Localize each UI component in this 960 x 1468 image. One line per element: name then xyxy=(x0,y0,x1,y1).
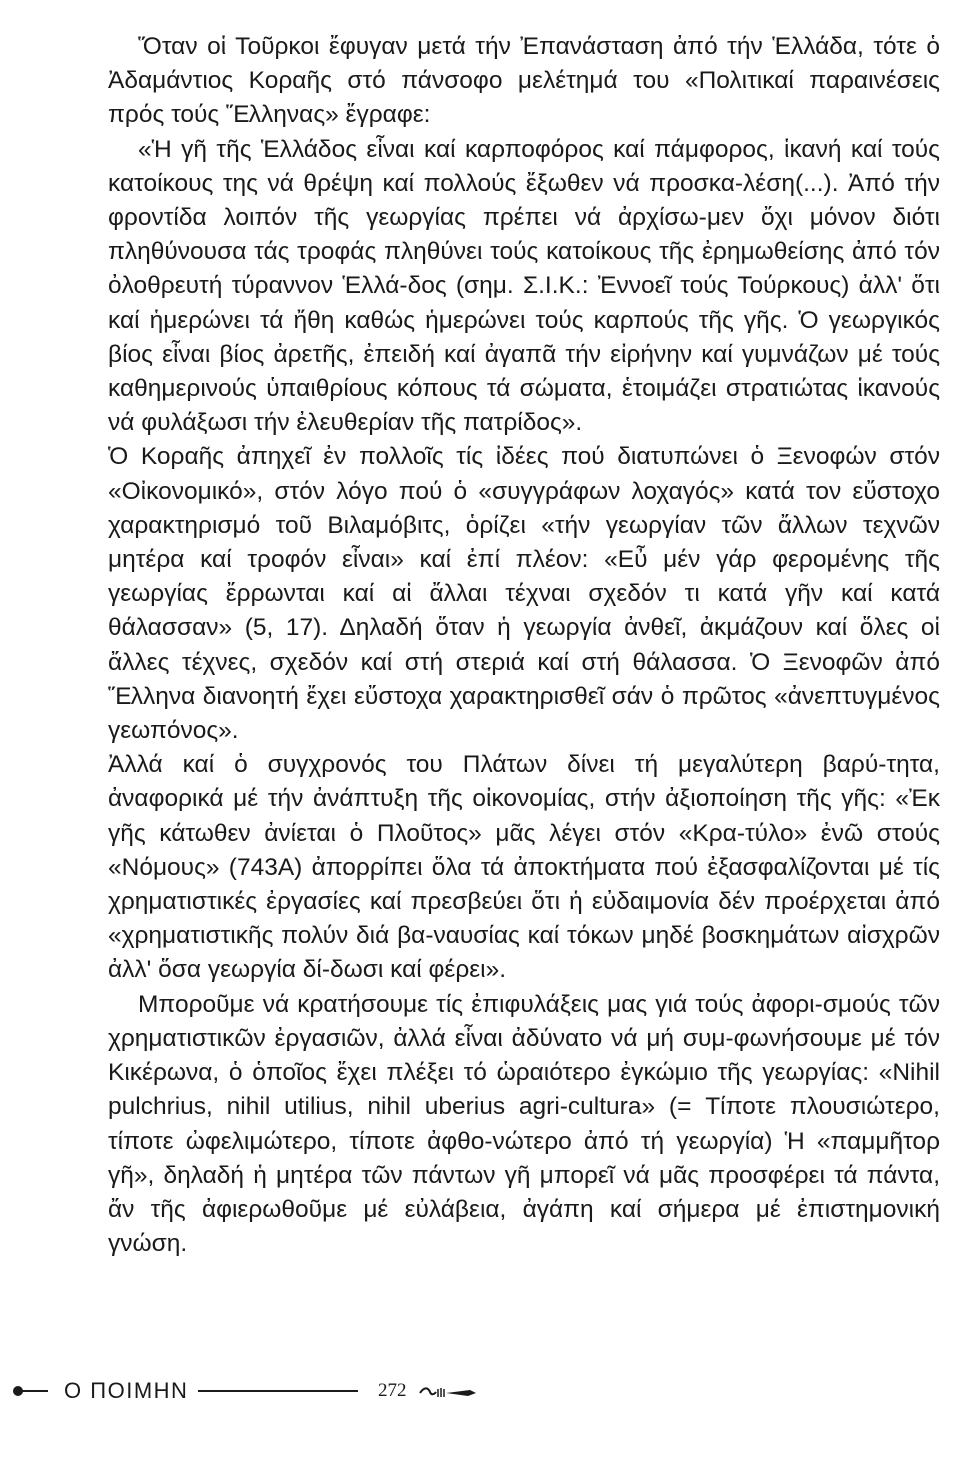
footer-rule-left xyxy=(22,1390,48,1392)
paragraph-4: Ἀλλά καί ὁ συγχρονός του Πλάτων δίνει τή μεγαλύτερη βαρύ-τητα, ἀναφορικά μέ τήν ἀνάπτυξη τῆς οἰκονομίας, στήν ἀξιοποίηση τῆς γῆς: «Ἐκ γῆς κάτωθεν ἀνίεται ὁ Πλοῦτος» μᾶς λέγει στόν «Κρα-τύλο» ἐνῶ στούς «Νόμους» (743Α) ἀπορρίπει ὅλα τά ἀποκτήματα πού ἐξασφαλίζονται μέ τίς χρηματιστικές ἐργασίες καί πρεσβεύει ὅτι ἡ εὐδαιμονία δέν προέρχεται ἀπό «χρηματιστικῆς πολύν διά βα-ναυσίας καί τόκων μηδέ βοσκημάτων αἰσχρῶν ἀλλ' ὅσα γεωργία δί-δωσι καί φέρει». xyxy=(108,751,940,984)
page-footer xyxy=(0,1376,960,1406)
paragraph-1: Ὅταν οἱ Τοῦρκοι ἔφυγαν μετά τήν Ἐπανάσταση ἀπό τήν Ἑλλάδα, τότε ὁ Ἀδαμάντιος Κοραῆς στό πάνσοφο μελέτημά του «Πολιτικαί παραινέσεις πρός τούς Ἕλληνας» ἔγραφε: xyxy=(108,33,940,129)
footer-rule-middle xyxy=(198,1390,358,1392)
page-number: 272 xyxy=(378,1380,407,1401)
paragraph-5: Μποροῦμε νά κρατήσουμε τίς ἐπιφυλάξεις μας γιά τούς ἀφορι-σμούς τῶν χρηματιστικῶν ἐργασιῶν, ἀλλά εἶναι ἀδύνατο νά μή συμ-φωνήσουμε μέ τόν Κικέρωνα, ὁ ὁποῖος ἔχει πλέξει τό ὡραιότερο ἐγκώμιο τῆς γεωργίας: «Nihil pulchrius, nihil utilius, nihil uberius agri-cultura» (= Τίποτε πλουσιώτερο, τίποτε ὠφελιμώτερο, τίποτε ἀφθο-νώτερο ἀπό τή γεωργία) Ἡ «παμμῆτορ γῆ», δηλαδή ἡ μητέρα τῶν πάντων γῆ μπορεῖ νά μᾶς προσφέρει τά πάντα, ἄν τῆς ἀφιερωθοῦμε μέ εὐλάβεια, ἀγάπη καί σήμερα μέ ἐπιστημονική γνώση. xyxy=(108,990,940,1258)
magazine-title: Ο ΠΟΙΜΗΝ xyxy=(64,1378,189,1403)
document-body xyxy=(108,30,940,1261)
flourish-ornament-icon xyxy=(418,1384,478,1405)
paragraph-2-quote: «Ἡ γῆ τῆς Ἑλλάδος εἶναι καί καρποφόρος καί πάμφορος, ἱκανή καί τούς κατοίκους της νά θρέψη καί πολλούς ἔξωθεν νά προσκα-λέση(...). Ἀπό τήν φροντίδα λοιπόν τῆς γεωργίας πρέπει νά ἀρχίσω-μεν ὄχι μόνον διότι πληθύνουσα τάς τροφάς πληθύνει τούς κατοίκους τῆς ἐρημωθείσης ἀπό τόν ὀλοθρευτή τύραννον Ἑλλά-δος (σημ. Σ.Ι.Κ.: Ἐννοεῖ τούς Τούρκους) ἀλλ' ὅτι καί ἡμερώνει τά ἤθη καθώς ἡμερώνει τούς καρπούς τῆς γῆς. Ὁ γεωργικός βίος εἶναι βίος ἀρετῆς, ἐπειδή καί ἀγαπᾶ τήν εἰρήνην καί γυμνάζων μέ τούς καθημερινούς ὑπαιθρίους κόπους τά σώματα, ἑτοιμάζει στρατιώτας ἱκανούς νά φυλάξωσι τήν ἐλευθερίαν τῆς πατρίδος». xyxy=(108,135,940,437)
paragraph-3: Ὁ Κοραῆς ἀπηχεῖ ἐν πολλοῖς τίς ἰδέες πού διατυπώνει ὁ Ξενοφών στόν «Οἰκονομικό», στόν λόγο πού ὁ «συγγράφων λοχαγός» κατά τον εὔστοχο χαρακτηρισμό τοῦ Βιλαμόβιτς, ὁρίζει «τήν γεωργίαν τῶν ἄλλων τεχνῶν μητέρα καί τροφόν εἶναι» καί ἐπί πλέον: «Εὖ μέν γάρ φερομένης τῆς γεωργίας ἔρρωνται καί αἱ ἄλλαι τέχναι σχεδόν τι κατά γῆν καί κατά θάλασσαν» (5, 17). Δηλαδή ὅταν ἡ γεωργία ἀνθεῖ, ἀκμάζουν καί ὅλες οἱ ἄλλες τέχνες, σχεδόν καί στή στεριά καί στή θάλασσα. Ὁ Ξενοφῶν ἀπό Ἕλληνα διανοητή ἔχει εὔστοχα χαρακτηρισθεῖ σάν ὁ πρῶτος «ἀνεπτυγμένος γεωπόνος». xyxy=(108,443,940,745)
